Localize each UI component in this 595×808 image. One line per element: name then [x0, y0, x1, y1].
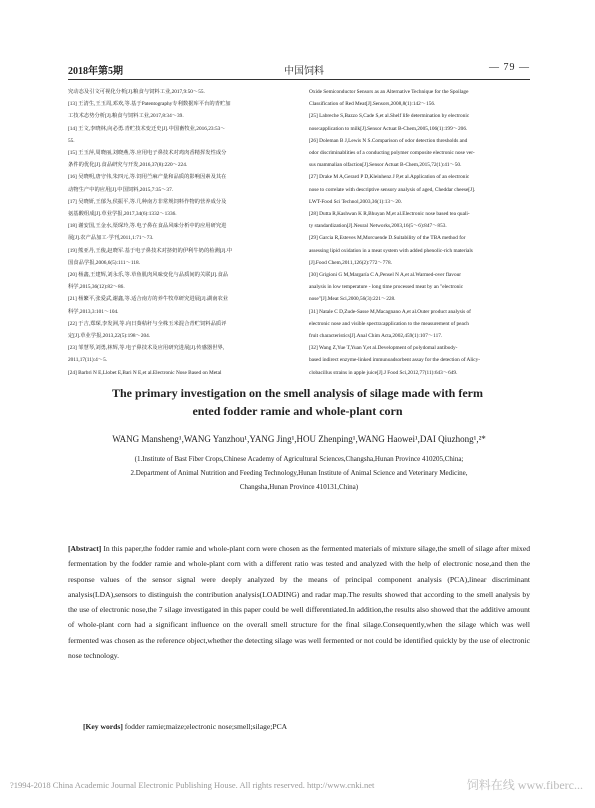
reference-line: analysis in low temperature - long time processed meat by an "electronic — [309, 284, 464, 291]
reference-line: [19] 熊亚丹,王俊,赵晓军.基于电子鼻技术对挤奶的伊利牛奶的检测[J].中 — [68, 247, 233, 254]
header-rule — [68, 79, 530, 80]
journal-name: 中国饲料 — [284, 66, 324, 77]
reference-line: [J].Food Chem,2011,126(2):772～778. — [309, 259, 392, 266]
reference-line: [18] 谢安国,王金水,渠琛玲,等.电子鼻在食品风味分析中的应用研究进 — [68, 223, 227, 230]
reference-line: [25] Labreche S,Bazzo S,Cade S,et al.Shelf life determination by electronic — [309, 113, 470, 120]
reference-line: assessing lipid oxidation in a meat system with added phenolic-rich materials — [309, 247, 473, 254]
copyright-footer: ?1994-2018 China Academic Journal Electronic Publishing House. All rights reserved. http://www.cnki.net — [10, 780, 375, 790]
reference-line: [15] 王玉萍,周晓丽,刘晓燕,等.应用电子鼻技术对鸡肉香精挥发性成分 — [68, 150, 227, 157]
affiliation-3: Changsha,Hunan Province 410131,China) — [239, 483, 359, 491]
keywords — [83, 722, 287, 731]
affiliation-1: (1.Institute of Bast Fiber Crops,Chinese Academy of Agricultural Sciences,Changsha,Hunan Province 410205,China; — [134, 455, 464, 463]
paper-title-line2: ented fodder ramie and whole-plant corn — [192, 404, 403, 418]
affiliation-2: 2.Department of Animal Nutrition and Feeding Technology,Hunan Institute of Animal Science and Veterinary Medicine, — [130, 469, 468, 477]
reference-line: 55. — [68, 137, 75, 144]
reference-line: Classification of Red Meat[J].Sensors,2008,8(1):142～156. — [309, 101, 436, 108]
reference-line: [30] Grigioni G M,Margaría C A,Pensel N A,et al.Warmed-over flavour — [309, 272, 462, 279]
reference-line: sus mammalian olfaction[J].Sensor Actuat B-Chem,2015,72(1):41～50. — [309, 162, 462, 169]
reference-line: 展[J].农产品加工·学刊,2011,1:71～73. — [68, 235, 154, 242]
reference-line: [17] 吴晓妍,王郁为,侯振平,等.几种南方非常规饲料作物的营养成分及 — [68, 198, 227, 205]
issue-label: 2018年第5期 — [68, 66, 123, 77]
page-number: — 79 — — [489, 62, 530, 73]
authors: WANG Mansheng¹,WANG Yanzhou¹,YANG Jing¹,HOU Zhenping¹,WANG Haowei¹,DAI Qiuzhong¹,²* — [112, 434, 486, 444]
reference-line: 科学,2013,3:101～104. — [68, 308, 119, 315]
abstract-text: In this paper,the fodder ramie and whole-plant corn were chosen as the fermented materials of mixture silage,the smell of silage after mixed fermentation by the fodder ramie and whole-plant corn with a different ratio was tested and analyzed with the help of electronic nose,and then the response values of the sensor signal were deeply analyzed by the means of principal component analysis (PCA),linear discriminant analysis(LDA),sensors to distinguish the contribution analysis(LOADING) and radar map.The results showed that according to the smell analysis by the use of electronic nose,the 7 silage investigated in this paper could be well differentiated.In addition,the results also showed that the additive amount of whole-plant corn had a significant influence on the overall smell structure for the final silage.Consequently,when the silage which was well fermented was chosen as the reference object,whether the detecting silage was well fermented or not could be identified quickly by the use of electronic nose technology. — [68, 544, 530, 661]
reference-line: [26] Doleman B J,Lewis N S.Comparison of odor detection thresholds and — [309, 137, 468, 144]
reference-line: [22] 于吉,郑琛,李发洲,等.向日葵秸秆与全株玉米混合青贮饲料品质评 — [68, 320, 227, 327]
reference-line: [28] Dutta R,Kashwan K R,Bhuyan M,et al.Electronic nose based tea quali- — [309, 211, 470, 218]
keywords-text: fodder ramie;maize;electronic nose;smell;silage;PCA — [124, 722, 288, 731]
watermark: 饲料在线 www.fiberc... — [466, 778, 583, 792]
reference-line: [24] Barbri N E,Llobet E,Bari N E,et al.Electronic Nose Based on Metal — [68, 369, 222, 376]
reference-line: 究动态及引文可视化分析[J].粮食与饲料工业,2017,9:50～55. — [68, 89, 205, 95]
reference-line: 国食品学报,2006,6(5):111～118. — [68, 259, 140, 266]
reference-line: 工技术态势分析[J].粮食与饲料工业,2017,8:34～39. — [68, 113, 184, 120]
references-right-column — [309, 86, 531, 379]
abstract-label: [Abstract] — [68, 544, 102, 553]
reference-line: nose:application to milk[J].Sensor Actuat B-Chem,2005,106(1):199～206. — [309, 125, 468, 132]
reference-line: Oxide Semiconductor Sensors as an Alternative Technique for the Spoilage — [309, 89, 469, 95]
reference-line: [23] 邹慧琴,刘勇,林辉,等.电子鼻技术及应用研究进展[J].传感器世界, — [68, 345, 225, 352]
reference-line: ty standardization[J].Neural Networks,2003,16(5～6):847～853. — [309, 223, 447, 230]
reference-line: [32] Wang Z,Yue T,Yuan Y,et al.Development of polydomal antibody- — [309, 345, 458, 352]
reference-line: [21] 杨繁平,张爱武,谢鑫,等.适合南方的养牛牧草研究进展[J].湖南农业 — [68, 296, 229, 303]
reference-line: 2011,17(11):4～5. — [68, 357, 108, 364]
reference-line: based indirect enzyme-linked immunoadsorbent assay for the detection of Alicy- — [309, 357, 481, 364]
reference-line: odor discriminablities of a conducting polymer composite electronic nose ver- — [309, 150, 475, 157]
paper-title-line1: The primary investigation on the smell analysis of silage made with ferm — [112, 386, 483, 400]
reference-line: nose to correlate with descriptive sensory analysis of aged, Cheddar cheese[J]. — [309, 186, 476, 193]
reference-line: [29] Garcia R,Esteves M,Morcuende D.Suitability of the TBA method for — [309, 235, 466, 242]
reference-line: [27] Drake M A,Gerard P D,Kleinhenz J P,et al.Application of an electronic — [309, 174, 470, 181]
references-left-column — [68, 86, 290, 379]
reference-line: [13] 王清生,王玉周,邓欢,等.基于Patentography专利数据库平台的青贮加 — [68, 101, 231, 108]
reference-line: [20] 杨鑫,王建辉,刘永乐,等.草鱼肌肉风味变化与品质间的关联[J].食品 — [68, 272, 229, 279]
reference-line: 氨基酸组成[J].草业学报,2017,34(6):1332～1336. — [68, 211, 177, 218]
reference-line: clobacillus strains in apple juice[J].J Food Sci,2012,77(11):643～649. — [309, 369, 458, 376]
reference-line: 条件的优化[J].食品研究与开发,2016,37(8):220～224. — [68, 162, 188, 169]
abstract — [68, 541, 530, 663]
keywords-label: [Key words] — [83, 722, 123, 731]
reference-line: [31] Natale C D,Zude-Sasse M,Macagnano A,et al.Outer product analysis of — [309, 308, 471, 315]
reference-line: electronic nose and visible spectra:application to the measurement of peach — [309, 320, 469, 327]
reference-line: [16] 吴晓明,唐守伟,朱四元,等.饲用苎麻产量和品质的影响因素及其在 — [68, 174, 227, 181]
reference-line: 动物生产中的应用[J].中国饲料,2015,7:35～37. — [68, 186, 174, 193]
reference-line: nose"[J].Meat Sci,2000,56(3):221～228. — [309, 296, 396, 303]
reference-line: fruit characteristics[J].Anal Chim Acta,2002,459(1):107～117. — [309, 333, 443, 340]
page-header — [68, 62, 530, 78]
reference-line: [14] 王文,李晓林,向必勇.青贮技术变迁史[J].中国畜牧业,2016,23:53～ — [68, 125, 226, 132]
reference-line: LWT-Food Sci Technol,2003,36(1):13～20. — [309, 198, 402, 205]
reference-line: 定[J].草业学报,2013,22(5):198～204. — [68, 333, 151, 340]
reference-line: 科学,2015,36(12):82～86. — [68, 284, 125, 291]
